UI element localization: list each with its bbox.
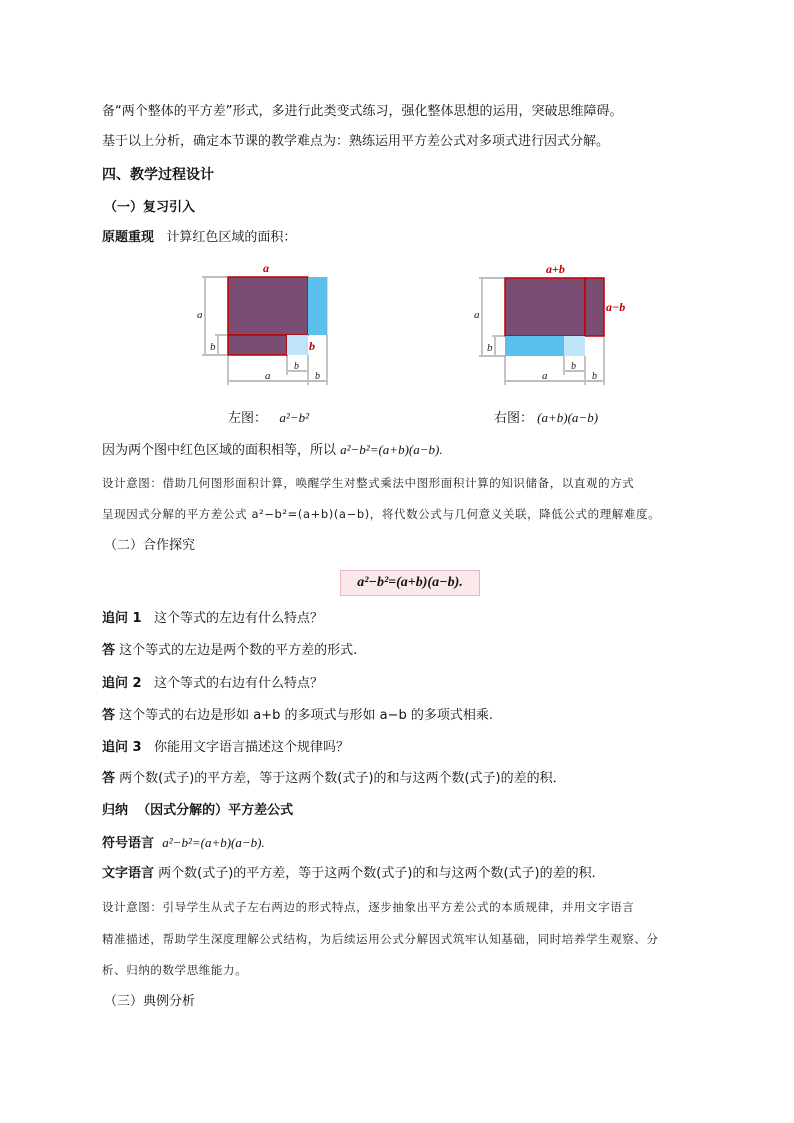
left-blue-strip <box>308 277 327 335</box>
summary-label: 归纳 <box>102 803 129 818</box>
answer-3 <box>102 770 566 788</box>
part1-heading: （一）复习引入 <box>104 200 196 215</box>
symbol-language <box>102 834 265 853</box>
right-bottom-b-inner: b <box>571 361 576 372</box>
question-2-text: 这个等式的右边有什么特点？ <box>153 676 323 691</box>
left-top-label: a <box>263 261 269 275</box>
left-side-a: a <box>197 309 203 321</box>
right-caption-formula: (a+b)(a−b) <box>537 410 599 425</box>
answer-1-text: 这个等式的左边是两个数的平方差的形式. <box>119 643 358 658</box>
right-light-square <box>564 336 585 356</box>
review-prompt: 计算红色区域的面积： <box>166 230 297 245</box>
right-caption-label: 右图： <box>494 411 534 426</box>
answer-3-label: 答 <box>102 771 116 786</box>
answer-1-label: 答 <box>102 643 116 658</box>
right-side-b: b <box>487 342 493 354</box>
left-area-figure <box>185 260 345 390</box>
left-bottom-b-inner: b <box>294 361 299 372</box>
part2-heading: （二）合作探究 <box>104 538 196 553</box>
design-intent-1-line-1: 设计意图：借助几何图形面积计算，唤醒学生对整式乘法中图形面积计算的知识储备，以直观的方式 <box>102 476 635 490</box>
right-bottom-a: a <box>542 370 548 382</box>
text-label: 文字语言 <box>102 866 155 881</box>
formula-box: a²−b²=(a+b)(a−b). <box>340 570 480 596</box>
question-1-label: 追问 1 <box>102 611 142 626</box>
answer-2-text: 这个等式的右边是形如 a+b 的多项式与形如 a−b 的多项式相乘. <box>119 708 494 723</box>
right-big-square <box>505 278 585 336</box>
design-intent-2-line-3: 析、归纳的数学思维能力。 <box>102 963 248 977</box>
right-strip <box>585 278 604 336</box>
question-3-text: 你能用文字语言描述这个规律吗？ <box>153 740 349 755</box>
summary-text: （因式分解的）平方差公式 <box>137 803 294 818</box>
section-heading: 四、教学过程设计 <box>102 167 214 183</box>
left-right-label: b <box>309 339 315 353</box>
conclusion-prefix: 因为两个图中红色区域的面积相等，所以 <box>102 443 341 458</box>
conclusion-line <box>102 441 443 460</box>
design-intent-2-line-1: 设计意图：引导学生从式子左右两边的形式特点，逐步抽象出平方差公式的本质规律，并用文字语言 <box>102 900 635 914</box>
right-caption <box>494 409 598 428</box>
right-bottom-b: b <box>592 371 597 382</box>
symbol-label: 符号语言 <box>102 836 155 851</box>
question-1 <box>102 610 323 628</box>
left-bottom-a: a <box>265 370 271 382</box>
left-big-square <box>228 277 308 335</box>
symbol-formula: a²−b²=(a+b)(a−b). <box>162 835 265 850</box>
right-right-label: a−b <box>606 300 626 314</box>
left-side-b: b <box>210 341 216 353</box>
intro-line-1: 备“两个整体的平方差”形式，多进行此类变式练习，强化整体思想的运用，突破思维障碍。 <box>102 104 623 119</box>
design-intent-2-line-2: 精准描述，帮助学生深度理解公式结构，为后续运用公式分解因式筑牢认知基础，同时培养学生观察、分 <box>102 932 659 946</box>
left-caption-formula: a²−b² <box>279 410 309 425</box>
answer-1 <box>102 642 357 660</box>
answer-2-label: 答 <box>102 708 116 723</box>
summary-line <box>102 802 293 820</box>
conclusion-formula: a²−b²=(a+b)(a−b). <box>340 442 443 457</box>
right-blue-strip <box>505 336 564 356</box>
right-top-label: a+b <box>546 262 565 276</box>
intro-line-2: 基于以上分析，确定本节课的教学难点为：熟练运用平方差公式对多项式进行因式分解。 <box>102 134 610 149</box>
question-1-text: 这个等式的左边有什么特点？ <box>153 611 323 626</box>
answer-3-text: 两个数(式子)的平方差，等于这两个数(式子)的和与这两个数(式子)的差的积． <box>119 771 566 786</box>
left-bottom-b: b <box>315 371 320 382</box>
question-2 <box>102 675 323 693</box>
left-light-square <box>287 335 308 355</box>
part3-heading: （三）典例分析 <box>104 994 196 1009</box>
question-2-label: 追问 2 <box>102 676 142 691</box>
review-label: 原题重现 <box>102 230 155 245</box>
text-language <box>102 865 605 883</box>
review-line <box>102 229 296 247</box>
right-side-a: a <box>474 309 480 321</box>
text-content: 两个数(式子)的平方差，等于这两个数(式子)的和与这两个数(式子)的差的积． <box>158 866 605 881</box>
answer-2 <box>102 707 493 725</box>
left-caption <box>228 409 309 428</box>
left-purple-strip <box>228 335 287 355</box>
left-caption-label: 左图： <box>228 411 268 426</box>
design-intent-1-line-2: 呈现因式分解的平方差公式 a²−b²=(a+b)(a−b)，将代数公式与几何意义关联，降低公式的理解难度。 <box>102 507 661 521</box>
question-3-label: 追问 3 <box>102 740 142 755</box>
question-3 <box>102 739 349 757</box>
right-area-figure <box>462 260 637 390</box>
